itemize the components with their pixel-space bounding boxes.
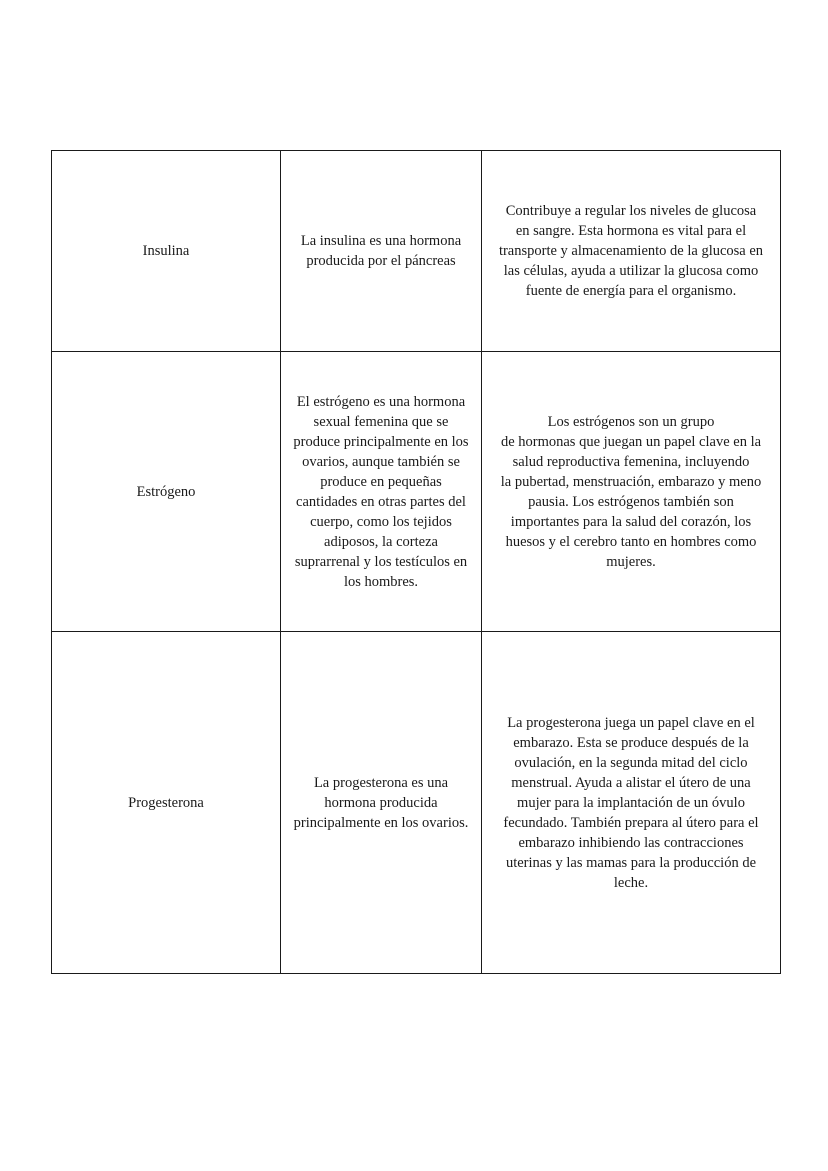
hormone-name-cell (52, 632, 281, 974)
hormone-function: La progesterona juega un papel clave en el embarazo. Esta se produce después de la ovulación, en la segunda mitad del ciclo menstrual. Ayuda a alistar el útero de una mujer para la implantación de un óvulo fecundado. También prepara al útero para el embarazo inhibiendo las contracciones uterinas y las mamas para la producción de leche. (503, 714, 759, 891)
hormone-definition: La insulina es una hormona producida por el páncreas (300, 233, 462, 269)
hormone-function-cell (482, 632, 781, 974)
hormone-definition-cell (281, 151, 482, 352)
table-row-estrogeno (52, 352, 781, 632)
table-row-insulina (52, 151, 781, 352)
hormone-name: Progesterona (128, 794, 204, 811)
hormone-function-cell (482, 151, 781, 352)
hormone-name-cell (52, 151, 281, 352)
hormone-table (51, 150, 781, 974)
hormone-definition-cell (281, 632, 482, 974)
hormone-name-cell (52, 352, 281, 632)
hormone-definition: La progesterona es una hormona producida principalmente en los ovarios. (293, 774, 469, 831)
hormone-function: Los estrógenos son un grupo de hormonas que juegan un papel clave en la salud reproductiva femenina, incluyendo la pubertad, menstruación, embarazo y meno pausia. Los estrógenos también son importantes para la salud del corazón, los huesos y el cerebro tanto en hombres como mujeres. (500, 413, 762, 570)
hormone-definition-cell (281, 352, 482, 632)
hormone-definition: El estrógeno es una hormona sexual femenina que se produce principalmente en los ovarios, aunque también se produce en pequeñas cantidades en otras partes del cuerpo, como los tejidos adiposos, la corteza suprarrenal y los testículos en los hombres. (293, 393, 469, 590)
table-row-progesterona (52, 632, 781, 974)
hormone-name: Estrógeno (136, 483, 196, 500)
hormone-name: Insulina (142, 243, 190, 259)
hormone-function: Contribuye a regular los niveles de glucosa en sangre. Esta hormona es vital para el transporte y almacenamiento de la glucosa en las células, ayuda a utilizar la glucosa como fuente de energía para el organismo. (498, 203, 764, 299)
hormone-function-cell (482, 352, 781, 632)
